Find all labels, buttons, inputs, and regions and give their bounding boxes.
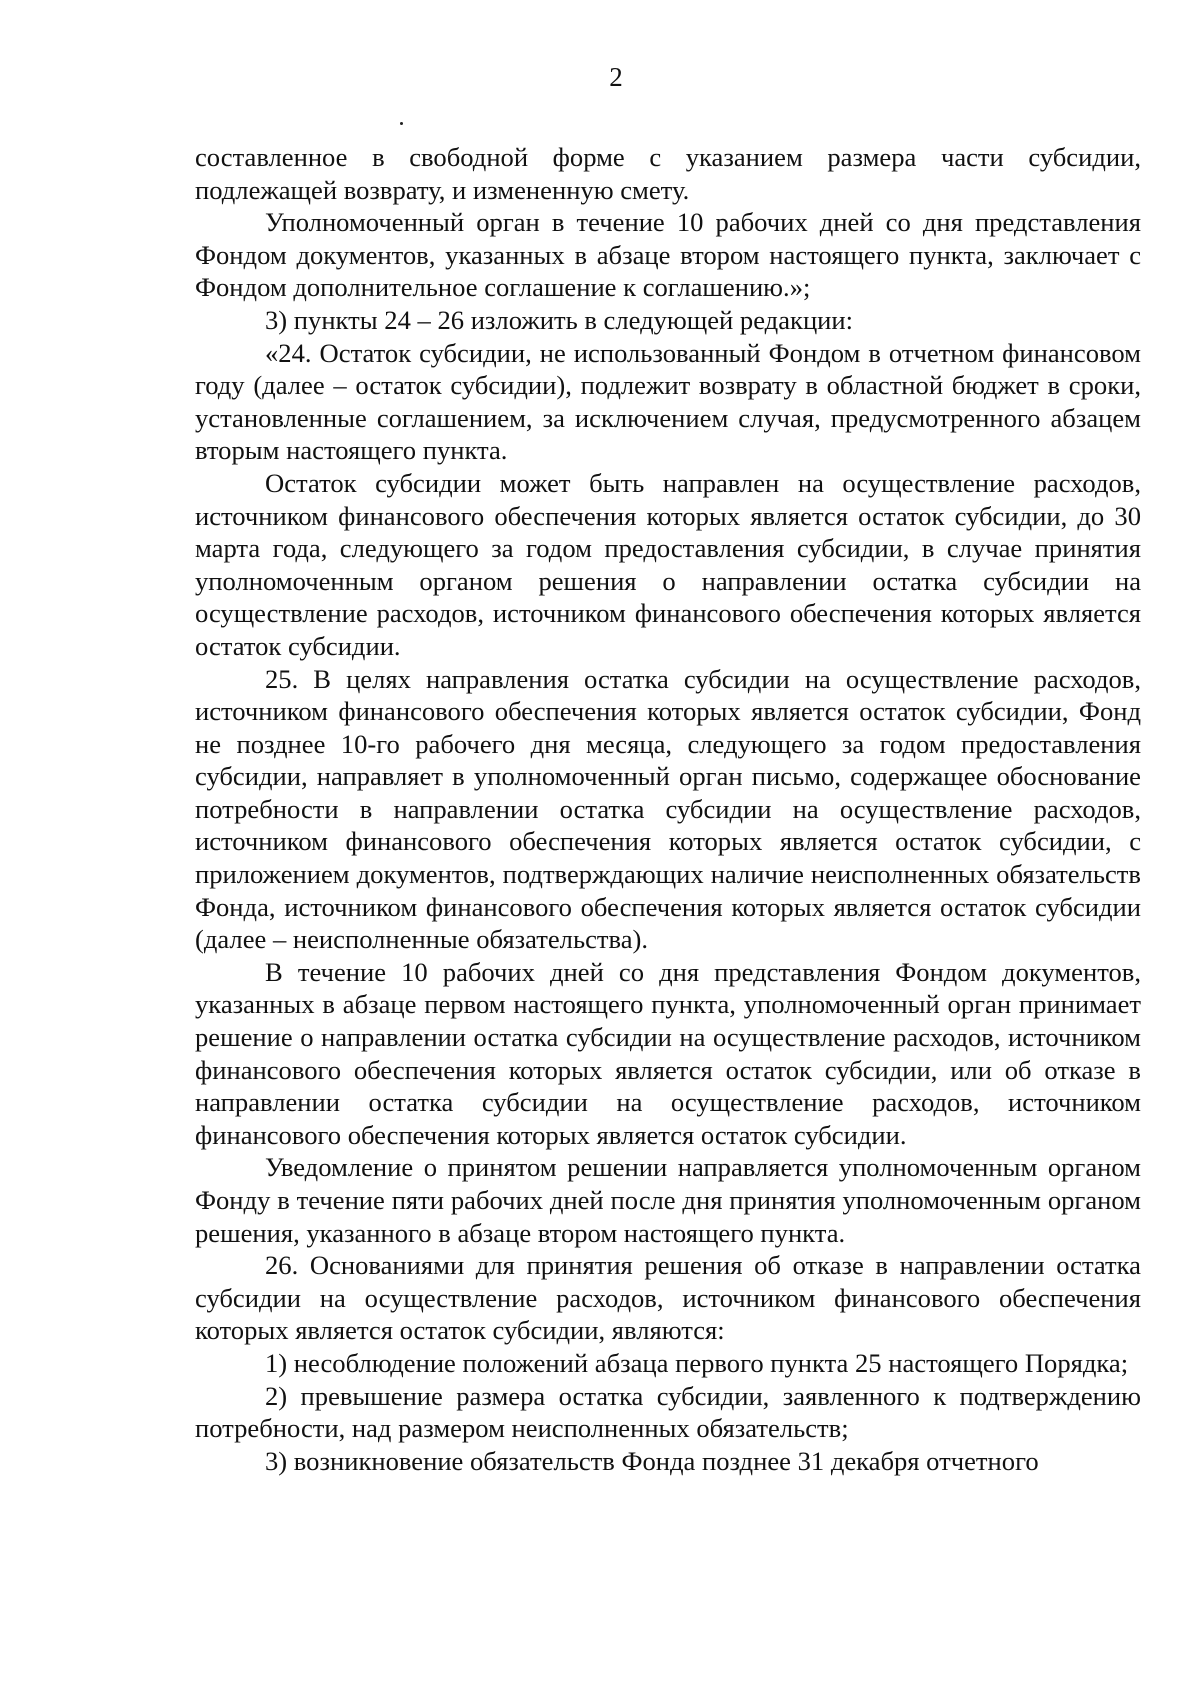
paragraph: 25. В целях направления остатка субсидии на осуществление расходов, источником финансового обеспечения которых является остаток субсидии, Фонд не позднее 10-го рабочего дня месяца, следующего за годом предоставления субсидии, направляет в уполномоченный орган письмо, содержащее обоснование потребности в направлении остатка субсидии на осуществление расходов, источником финансового обеспечения которых является остаток субсидии, с приложением документов, подтверждающих наличие неисполненных обязательств Фонда, источником финансового обеспечения которых является остаток субсидии (далее – неисполненные обязательства). [195,663,1141,955]
paragraph: составленное в свободной форме с указанием размера части субсидии, подлежащей возврату, и измененную смету. [195,142,1141,205]
document-body [195,141,1141,1477]
paragraph: Уведомление о принятом решении направляется уполномоченным органом Фонду в течение пяти рабочих дней после дня принятия уполномоченным органом решения, указанного в абзаце втором настоящего пункта. [195,1152,1141,1248]
paragraph: Остаток субсидии может быть направлен на осуществление расходов, источником финансового обеспечения которых является остаток субсидии, до 30 марта года, следующего за годом предоставления субсидии, в случае принятия уполномоченным органом решения о направлении остатка субсидии на осуществление расходов, источником финансового обеспечения которых является остаток субсидии. [195,467,1141,661]
paragraph: 1) несоблюдение положений абзаца первого пункта 25 настоящего Порядка; [265,1347,1129,1378]
paragraph: «24. Остаток субсидии, не использованный Фондом в отчетном финансовом году (далее – остаток субсидии), подлежит возврату в областной бюджет в сроки, установленные соглашением, за исключением случая, предусмотренного абзацем вторым настоящего пункта. [195,337,1141,466]
paragraph: Уполномоченный орган в течение 10 рабочих дней со дня представления Фондом документов, указанных в абзаце втором настоящего пункта, заключает с Фондом дополнительное соглашение к соглашению.»; [195,207,1141,303]
paragraph: 3) возникновение обязательств Фонда позднее 31 декабря отчетного [265,1445,1039,1476]
paragraph: 3) пункты 24 – 26 изложить в следующей редакции: [265,304,854,335]
paragraph: В течение 10 рабочих дней со дня представления Фондом документов, указанных в абзаце первом настоящего пункта, уполномоченный орган принимает решение о направлении остатка субсидии на осуществление расходов, источником финансового обеспечения которых является остаток субсидии, или об отказе в направлении остатка субсидии на осуществление расходов, источником финансового обеспечения которых является остаток субсидии. [195,956,1141,1150]
paragraph: 26. Основаниями для принятия решения об отказе в направлении остатка субсидии на осуществление расходов, источником финансового обеспечения которых является остаток субсидии, являются: [195,1250,1141,1346]
scan-speck [400,122,403,125]
paragraph: 2) превышение размера остатка субсидии, заявленного к подтверждению потребности, над размером неисполненных обязательств; [195,1380,1141,1444]
page-number: 2 [609,62,623,92]
